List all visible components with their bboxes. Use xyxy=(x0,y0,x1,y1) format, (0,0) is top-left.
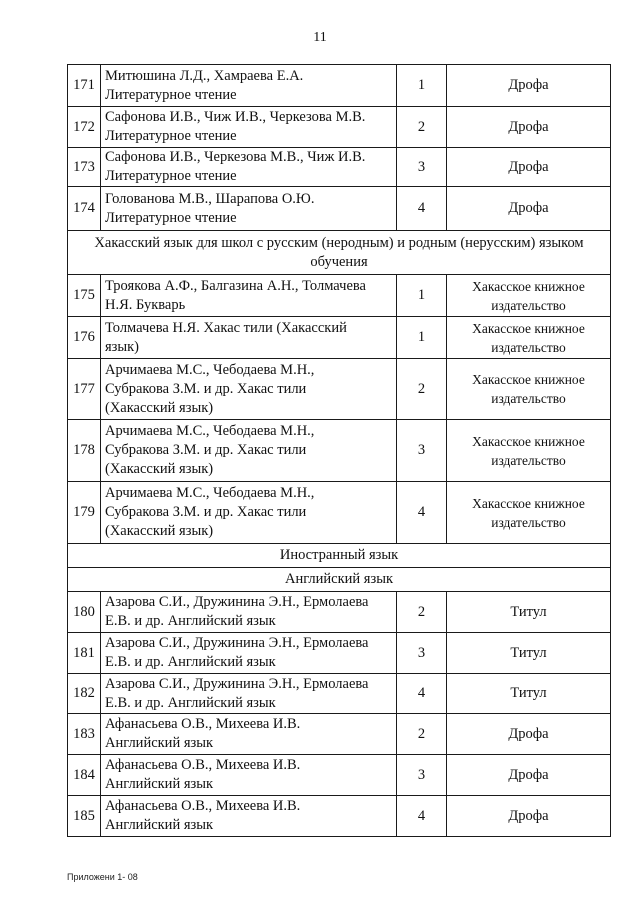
description-line: (Хакасский язык) xyxy=(105,523,214,539)
description-line: Азарова С.И., Дружинина Э.Н., Ермолаева xyxy=(105,635,369,651)
description-line: язык) xyxy=(105,338,140,355)
description-line: Литературное чтение xyxy=(105,86,237,103)
grade-level: 2 xyxy=(397,714,447,755)
publisher xyxy=(447,796,611,837)
grade-level: 1 xyxy=(397,275,447,317)
publisher-line: Дрофа xyxy=(508,807,549,824)
publisher-line: Дрофа xyxy=(508,77,549,93)
description-line: Арчимаева М.С., Чебодаева М.Н., xyxy=(105,423,315,439)
publisher-line: Дрофа xyxy=(508,118,549,135)
book-description xyxy=(101,674,397,714)
publisher xyxy=(447,317,611,359)
publisher-line: издательство xyxy=(491,391,566,406)
section-header-row xyxy=(68,231,611,275)
publisher xyxy=(447,359,611,420)
description-line: (Хакасский язык) xyxy=(105,399,214,416)
book-description xyxy=(101,148,397,187)
section-header: Иностранный язык xyxy=(68,544,611,568)
book-description xyxy=(101,633,397,674)
grade-level: 2 xyxy=(397,592,447,633)
row-number: 185 xyxy=(68,796,101,837)
publisher xyxy=(447,482,611,544)
publisher-line: издательство xyxy=(491,514,566,530)
table-row xyxy=(68,796,611,837)
row-number: 182 xyxy=(68,674,101,714)
section-header: Хакасский язык для школ с русским (неродным) и родным (нерусским) языком обучения xyxy=(68,231,611,275)
publisher xyxy=(447,592,611,633)
description-line: Литературное чтение xyxy=(105,209,237,226)
description-line: Литературное чтение xyxy=(105,168,237,184)
publisher xyxy=(447,107,611,148)
publisher xyxy=(447,633,611,674)
row-number: 176 xyxy=(68,317,101,359)
description-line: Сафонова И.В., Черкезова М.В., Чиж И.В. xyxy=(105,149,366,165)
row-number: 174 xyxy=(68,187,101,231)
table-row xyxy=(68,359,611,420)
row-number: 172 xyxy=(68,107,101,148)
book-description xyxy=(101,107,397,148)
publisher xyxy=(447,714,611,755)
grade-level: 4 xyxy=(397,187,447,231)
description-line: Сафонова И.В., Чиж И.В., Черкезова М.В. xyxy=(105,109,366,125)
publisher-line: Дрофа xyxy=(508,766,549,783)
publisher-line: Титул xyxy=(510,644,547,661)
textbook-table xyxy=(67,64,611,837)
book-description xyxy=(101,796,397,837)
table-row xyxy=(68,317,611,359)
row-number: 175 xyxy=(68,275,101,317)
description-line: Азарова С.И., Дружинина Э.Н., Ермолаева xyxy=(105,594,369,610)
table-row xyxy=(68,187,611,231)
row-number: 181 xyxy=(68,633,101,674)
row-number: 171 xyxy=(68,65,101,107)
row-number: 184 xyxy=(68,755,101,796)
book-description xyxy=(101,420,397,482)
table-row xyxy=(68,482,611,544)
description-line: Голованова М.В., Шарапова О.Ю. xyxy=(105,190,315,207)
description-line: Английский язык xyxy=(105,776,214,792)
description-line: Е.В. и др. Английский язык xyxy=(105,654,276,670)
table-row xyxy=(68,65,611,107)
description-line: Арчимаева М.С., Чебодаева М.Н., xyxy=(105,485,315,501)
publisher-line: Хакасское книжное xyxy=(472,495,585,511)
book-description xyxy=(101,592,397,633)
publisher xyxy=(447,65,611,107)
book-description xyxy=(101,317,397,359)
description-line: Азарова С.И., Дружинина Э.Н., Ермолаева xyxy=(105,675,369,692)
publisher-line: Дрофа xyxy=(508,200,549,216)
description-line: Субракова З.М. и др. Хакас тили xyxy=(105,504,307,520)
description-line: Троякова А.Ф., Балгазина А.Н., Толмачева xyxy=(105,277,366,294)
description-line: Толмачева Н.Я. Хакас тили (Хакасский xyxy=(105,319,347,336)
table-row xyxy=(68,420,611,482)
book-description xyxy=(101,187,397,231)
publisher-line: Дрофа xyxy=(508,158,549,175)
row-number: 178 xyxy=(68,420,101,482)
publisher-line: издательство xyxy=(491,339,566,355)
publisher-line: Хакасское книжное xyxy=(472,320,585,336)
page-number: 11 xyxy=(313,30,327,45)
publisher xyxy=(447,755,611,796)
section-header-row xyxy=(68,544,611,568)
description-line: Афанасьева О.В., Михеева И.В. xyxy=(105,716,301,732)
row-number: 183 xyxy=(68,714,101,755)
description-line: Субракова З.М. и др. Хакас тили xyxy=(105,442,307,458)
textbook-table-body xyxy=(68,65,611,837)
grade-level: 3 xyxy=(397,755,447,796)
grade-level: 4 xyxy=(397,482,447,544)
publisher-line: Хакасское книжное xyxy=(472,372,585,387)
description-line: Е.В. и др. Английский язык xyxy=(105,694,276,711)
grade-level: 4 xyxy=(397,796,447,837)
description-line: Английский язык xyxy=(105,817,214,833)
row-number: 173 xyxy=(68,148,101,187)
description-line: Субракова З.М. и др. Хакас тили xyxy=(105,380,307,397)
book-description xyxy=(101,714,397,755)
grade-level: 3 xyxy=(397,420,447,482)
description-line: Арчимаева М.С., Чебодаева М.Н., xyxy=(105,361,315,378)
publisher-line: Дрофа xyxy=(508,725,549,742)
publisher xyxy=(447,148,611,187)
grade-level: 2 xyxy=(397,107,447,148)
table-row xyxy=(68,633,611,674)
row-number: 179 xyxy=(68,482,101,544)
publisher xyxy=(447,187,611,231)
table-row xyxy=(68,275,611,317)
publisher-line: издательство xyxy=(491,297,566,313)
publisher-line: Титул xyxy=(510,685,547,701)
book-description xyxy=(101,359,397,420)
section-header-row xyxy=(68,568,611,592)
publisher xyxy=(447,674,611,714)
table-row xyxy=(68,592,611,633)
row-number: 180 xyxy=(68,592,101,633)
publisher xyxy=(447,420,611,482)
description-line: Литературное чтение xyxy=(105,128,237,144)
publisher xyxy=(447,275,611,317)
grade-level: 3 xyxy=(397,148,447,187)
grade-level: 3 xyxy=(397,633,447,674)
table-row xyxy=(68,714,611,755)
table-row xyxy=(68,148,611,187)
description-line: Английский язык xyxy=(105,735,214,751)
description-line: Н.Я. Букварь xyxy=(105,296,186,313)
table-row xyxy=(68,755,611,796)
grade-level: 2 xyxy=(397,359,447,420)
description-line: Афанасьева О.В., Михеева И.В. xyxy=(105,798,301,814)
book-description xyxy=(101,482,397,544)
publisher-line: Хакасское книжное xyxy=(472,433,585,449)
table-row xyxy=(68,107,611,148)
grade-level: 1 xyxy=(397,65,447,107)
table-row xyxy=(68,674,611,714)
section-header: Английский язык xyxy=(68,568,611,592)
publisher-line: Хакасское книжное xyxy=(472,278,585,294)
description-line: Афанасьева О.В., Михеева И.В. xyxy=(105,757,301,773)
description-line: Е.В. и др. Английский язык xyxy=(105,613,276,629)
grade-level: 1 xyxy=(397,317,447,359)
book-description xyxy=(101,275,397,317)
grade-level: 4 xyxy=(397,674,447,714)
book-description xyxy=(101,65,397,107)
footer-note: Приложени 1- 08 xyxy=(67,872,138,882)
publisher-line: издательство xyxy=(491,452,566,468)
description-line: Митюшина Л.Д., Хамраева Е.А. xyxy=(105,67,304,84)
publisher-line: Титул xyxy=(510,603,547,620)
book-description xyxy=(101,755,397,796)
row-number: 177 xyxy=(68,359,101,420)
description-line: (Хакасский язык) xyxy=(105,461,214,477)
